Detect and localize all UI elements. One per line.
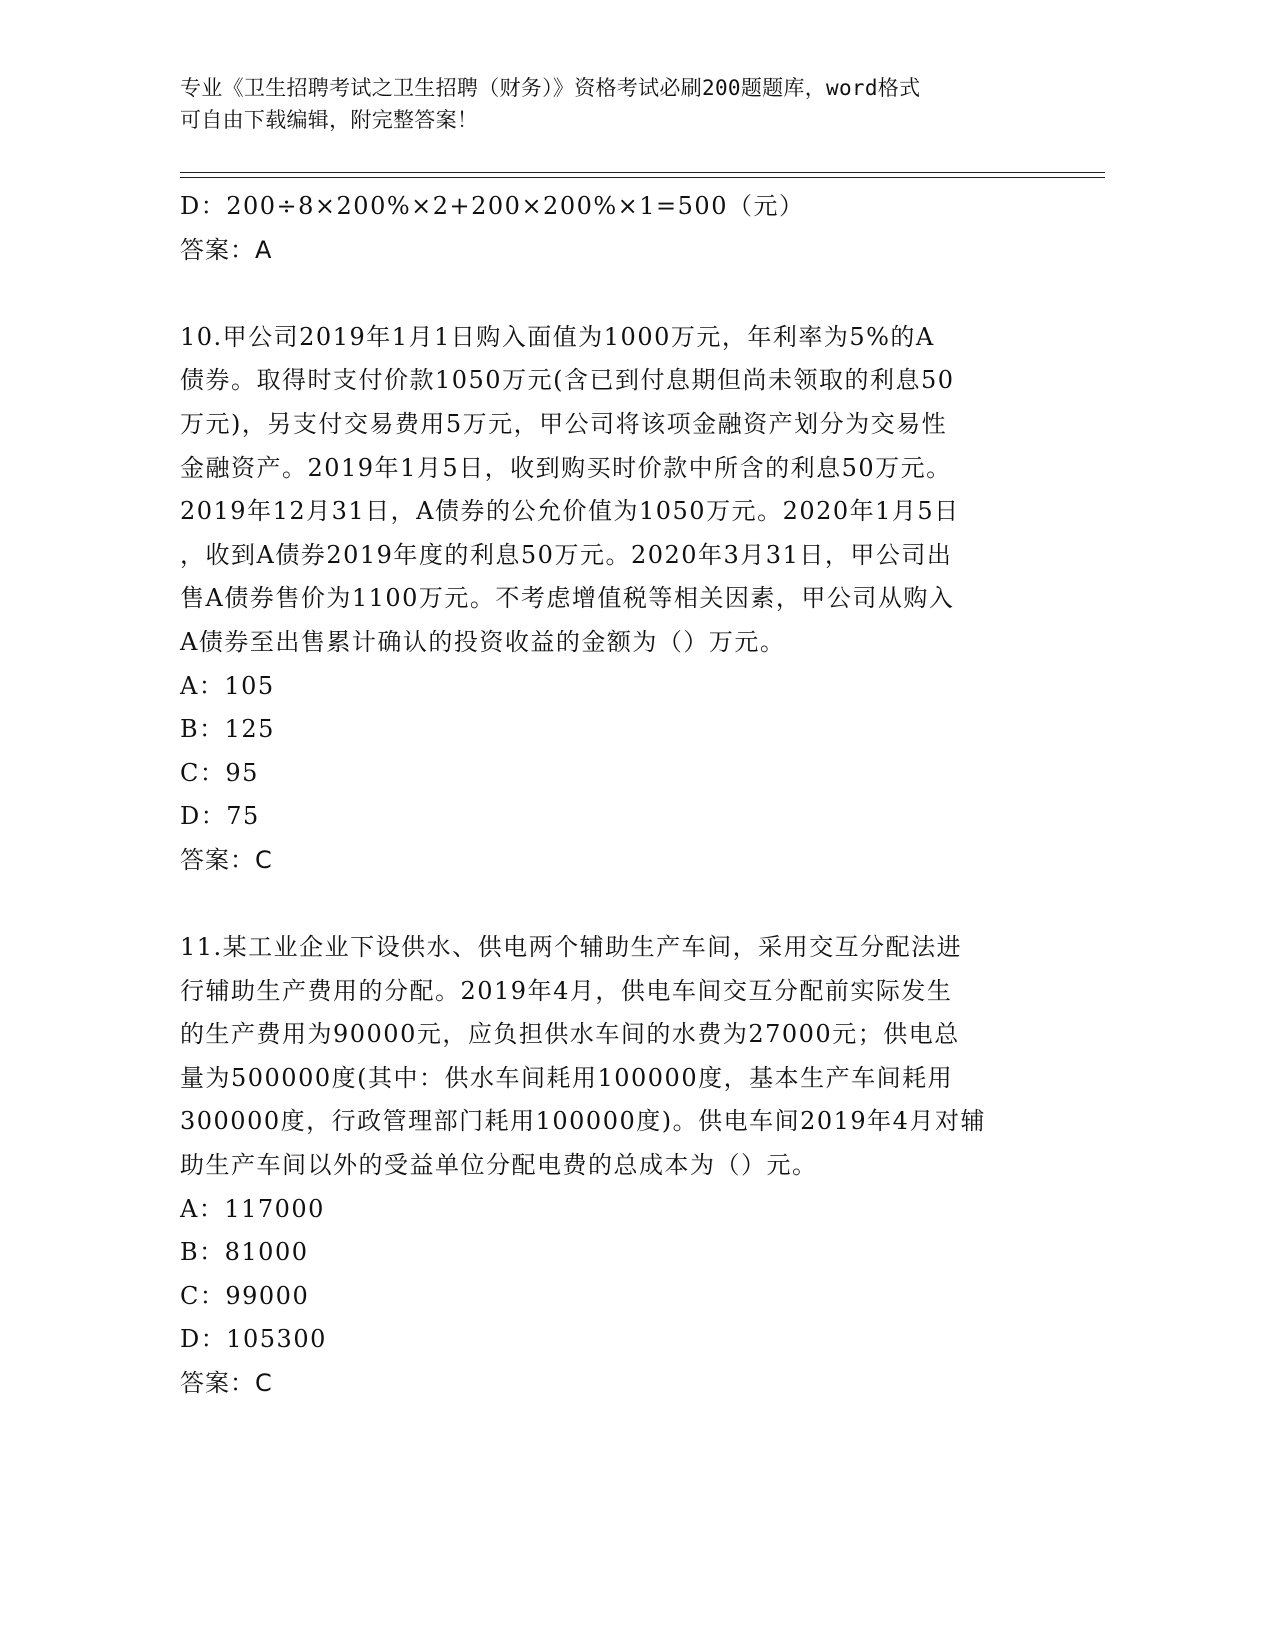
document-header xyxy=(180,72,1060,136)
answer-line: 答案：C xyxy=(180,845,273,874)
option-a: A：105 xyxy=(180,671,275,700)
question-text-line: A债券至出售累计确认的投资收益的金额为（）万元。 xyxy=(180,627,786,656)
option-c: C：99000 xyxy=(180,1281,310,1310)
header-title-line-1: 专业《卫生招聘考试之卫生招聘（财务）》资格考试必刷200题题库，word格式 xyxy=(180,76,921,100)
option-a: A：117000 xyxy=(180,1194,325,1223)
spacer xyxy=(180,883,1060,927)
spacer xyxy=(180,272,1060,316)
question-text-line: ，收到A债券2019年度的利息50万元。2020年3月31日，甲公司出 xyxy=(180,540,953,569)
question-text-line: 2019年12月31日，A债券的公允价值为1050万元。2020年1月5日 xyxy=(180,497,960,526)
question-text-line: 300000度，行政管理部门耗用100000度)。供电车间2019年4月对辅 xyxy=(180,1107,986,1136)
option-b: B：125 xyxy=(180,715,275,744)
question-11 xyxy=(180,926,1060,1406)
option-d: D：105300 xyxy=(180,1325,327,1354)
question-10 xyxy=(180,316,1060,883)
option-b: B：81000 xyxy=(180,1238,309,1267)
question-text-line: 10.甲公司2019年1月1日购入面值为1000万元，年利率为5%的A xyxy=(180,322,935,351)
answer-line: 答案：A xyxy=(180,235,273,264)
option-d: D：75 xyxy=(180,802,260,831)
answer-line: 答案：C xyxy=(180,1369,273,1398)
question-text-line: 金融资产。2019年1月5日，收到购买时价款中所含的利息50万元。 xyxy=(180,453,952,482)
question-text-line: 11.某工业企业下设供水、供电两个辅助生产车间，采用交互分配法进 xyxy=(180,933,963,962)
question-text-line: 行辅助生产费用的分配。2019年4月，供电车间交互分配前实际发生 xyxy=(180,976,953,1005)
question-text-line: 债券。取得时支付价款1050万元(含已到付息期但尚未领取的利息50 xyxy=(180,366,955,395)
question-text-line: 万元)，另支付交易费用5万元，甲公司将该项金融资产划分为交易性 xyxy=(180,409,948,438)
document-body xyxy=(180,185,1060,1406)
option-d: D：200÷8×200%×2+200×200%×1=500（元） xyxy=(180,192,805,220)
question-text-line: 量为500000度(其中：供水车间耗用100000度，基本生产车间耗用 xyxy=(180,1063,954,1092)
previous-question-tail xyxy=(180,185,1060,272)
question-text-line: 售A债券售价为1100万元。不考虑增值税等相关因素，甲公司从购入 xyxy=(180,584,955,613)
question-text-line: 助生产车间以外的受益单位分配电费的总成本为（）元。 xyxy=(180,1151,818,1180)
question-text-line: 的生产费用为90000元，应负担供水车间的水费为27000元；供电总 xyxy=(180,1020,960,1049)
header-divider-bottom xyxy=(180,177,1105,178)
option-c: C：95 xyxy=(180,758,259,787)
header-divider-top xyxy=(180,172,1105,173)
header-title-line-2: 可自由下载编辑，附完整答案！ xyxy=(180,108,479,132)
